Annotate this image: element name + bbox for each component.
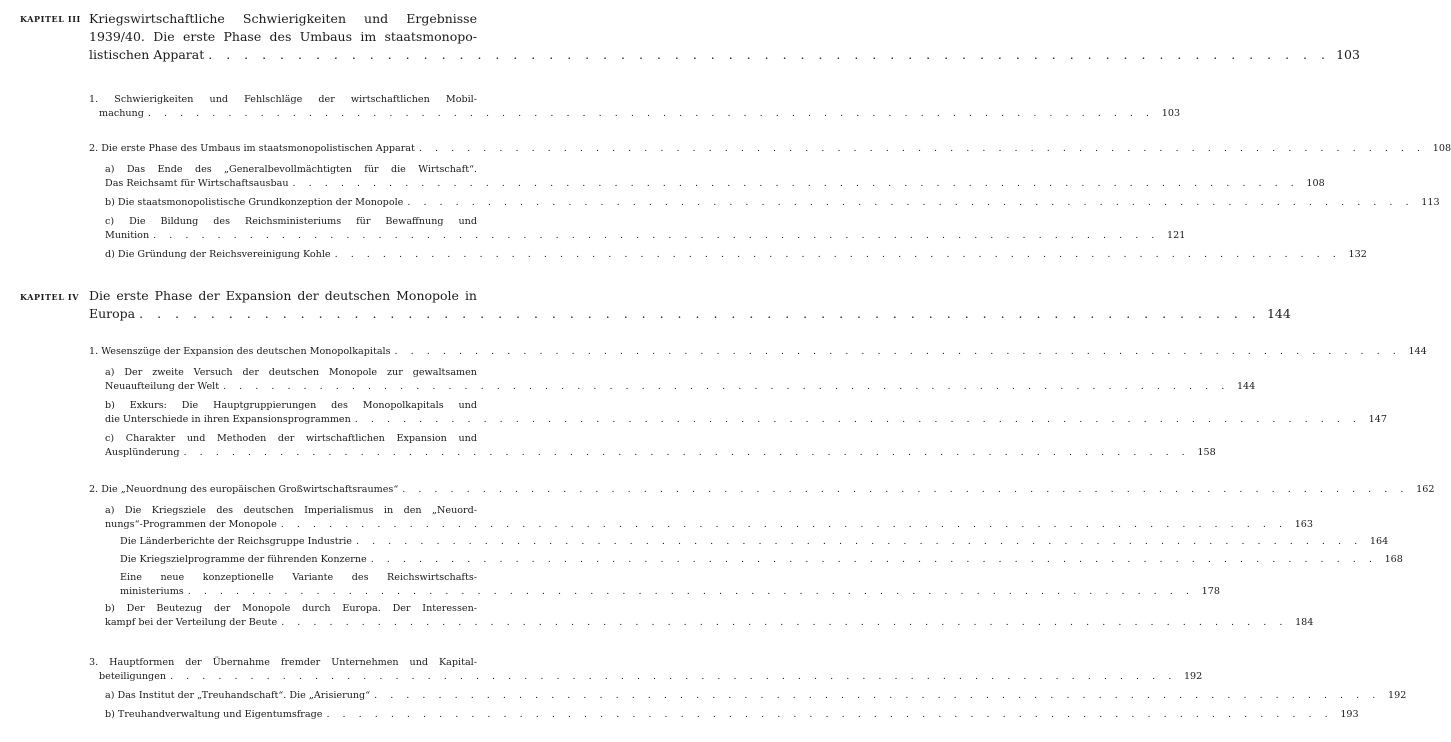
entry-text: Die Länderberichte der Reichsgruppe Industrie [120,536,352,547]
chapter-title-4-line1: Die erste Phase der Expansion der deutschen Monopole in [89,288,477,303]
entry-text: Ausplünderung [105,447,180,458]
entry-last-line [120,553,1403,567]
leader-dots: . . . . . . . . . . . . . . . . . . . . . . . . . . . . . . . . . . . . . . . . . . . . . . . . . . . . . . . . . . . . . . . [370,554,1377,565]
leader-dots: . . . . . . . . . . . . . . . . . . . . . . . . . . . . . . . . . . . . . . . . . . . . . . . . . . . . . . . . . . . . . . . [208,47,1330,62]
entry-last-line [105,196,1440,210]
chapter-title-3-text: listischen Apparat [89,47,205,62]
entry-last-line [120,585,1220,599]
entry-text: Eine neue konzeptionelle Variante des Reichswirtschafts- [120,572,477,583]
entry-last-line [89,670,1203,684]
page-number: 162 [1416,484,1435,495]
toc-entry-3-2d [105,248,1367,262]
page-number: 132 [1348,249,1367,260]
page-number: 147 [1368,414,1387,425]
entry-last-line [105,177,1325,191]
page-number: 178 [1201,586,1220,597]
toc-entry-3-2b [105,196,1440,210]
toc-entry-4-2 [89,483,1435,497]
entry-text: Das Reichsamt für Wirtschaftsausbau [105,178,289,189]
leader-dots: . . . . . . . . . . . . . . . . . . . . . . . . . . . . . . . . . . . . . . . . . . . . . . . . . . . . . . . . . . . . . . . [170,671,1177,682]
leader-dots: . . . . . . . . . . . . . . . . . . . . . . . . . . . . . . . . . . . . . . . . . . . . . . . . . . . . . . . . . . . . . . . [280,519,1287,530]
entry-last-line [105,518,1313,532]
page-number: 184 [1295,617,1314,628]
entry-text: 2. Die erste Phase des Umbaus im staatsmonopolistischen Apparat [89,143,415,154]
entry-last-line [89,483,1435,497]
page-number: 103 [1336,47,1360,62]
chapter-title-3-line3 [89,46,1360,64]
entry-last-line [105,708,1359,722]
entry-last-line [105,380,1256,394]
entry-text: a) Der zweite Versuch der deutschen Monopole zur gewaltsamen [105,367,477,378]
chapter-title-4-line2 [89,305,1291,323]
leader-dots: . . . . . . . . . . . . . . . . . . . . . . . . . . . . . . . . . . . . . . . . . . . . . . . . . . . . . . . . . . . . . . . [223,381,1230,392]
page-number: 164 [1369,536,1389,547]
page-number: 163 [1294,519,1313,530]
entry-text: Munition [105,230,150,241]
toc-entry-4-3a [105,689,1407,703]
entry-text: c) Die Bildung des Reichsministeriums für Bewaffnung und [105,216,477,227]
toc-entry-4-3 [89,656,1203,684]
entry-last-line [105,248,1367,262]
chapter-title-3 [89,10,1360,64]
toc-entry-4-1b [105,399,1387,427]
leader-dots: . . . . . . . . . . . . . . . . . . . . . . . . . . . . . . . . . . . . . . . . . . . . . . . . . . . . . . . . . . . . . . . [354,414,1361,425]
entry-text: Neuaufteilung der Welt [105,381,220,392]
entry-last-line [105,616,1314,630]
page-number: 121 [1167,230,1186,241]
leader-dots: . . . . . . . . . . . . . . . . . . . . . . . . . . . . . . . . . . . . . . . . . . . . . . . . . . . . . . . . . . . . . . . [281,617,1288,628]
chapter-label-3: KAPITEL III [20,14,81,24]
entry-text: 3. Hauptformen der Übernahme fremder Unternehmen und Kapital- [89,657,477,668]
toc-entry-3-2c [105,215,1186,243]
chapter-title-4-text: Europa [89,306,136,321]
entry-text: kampf bei der Verteilung der Beute [105,617,278,628]
chapter-label-4: KAPITEL IV [20,292,80,302]
leader-dots: . . . . . . . . . . . . . . . . . . . . . . . . . . . . . . . . . . . . . . . . . . . . . . . . . . . . . . . . . . . . . . . [402,484,1409,495]
entry-text: machung [99,108,144,119]
entry-last-line [105,446,1216,460]
toc-entry-4-2b [105,602,1314,630]
leader-dots: . . . . . . . . . . . . . . . . . . . . . . . . . . . . . . . . . . . . . . . . . . . . . . . . . . . . . . . . . . . . . . . [183,447,1190,458]
entry-text: c) Charakter und Methoden der wirtschaftlichen Expansion und [105,433,477,444]
entry-last-line [105,413,1387,427]
entry-last-line [105,229,1186,243]
leader-dots: . . . . . . . . . . . . . . . . . . . . . . . . . . . . . . . . . . . . . . . . . . . . . . . . . . . . . . . . . . . . . . . [407,197,1414,208]
entry-text: a) Das Institut der „Treuhandschaft“. Die „Arisierung“ [105,690,371,701]
leader-dots: . . . . . . . . . . . . . . . . . . . . . . . . . . . . . . . . . . . . . . . . . . . . . . . . . . . . . . . . . . . . . . . [418,143,1426,154]
toc-entry-4-1c [105,432,1216,460]
toc-entry-4-3b [105,708,1359,722]
entry-last-line [120,535,1389,549]
leader-dots: . . . . . . . . . . . . . . . . . . . . . . . . . . . . . . . . . . . . . . . . . . . . . . . . . . . . . . . . . . . . . . . [334,249,1341,260]
page-number: 193 [1340,709,1359,720]
toc-entry-4-2a-1 [120,535,1389,549]
page-number: 108 [1306,178,1325,189]
leader-dots: . . . . . . . . . . . . . . . . . . . . . . . . . . . . . . . . . . . . . . . . . . . . . . . . . . . . . . . . . . . . . . . [153,230,1160,241]
page-number: 108 [1432,143,1451,154]
leader-dots: . . . . . . . . . . . . . . . . . . . . . . . . . . . . . . . . . . . . . . . . . . . . . . . . . . . . . . . . . . . . . . . [355,536,1363,547]
chapter-title-3-line1: Kriegswirtschaftliche Schwierigkeiten und Ergebnisse [89,11,477,26]
page-number: 168 [1384,554,1403,565]
page-number: 144 [1266,306,1291,321]
page-number: 144 [1236,381,1256,392]
entry-last-line [89,345,1427,359]
chapter-title-3-line2: 1939/40. Die erste Phase des Umbaus im staatsmonopo- [89,29,477,44]
leader-dots: . . . . . . . . . . . . . . . . . . . . . . . . . . . . . . . . . . . . . . . . . . . . . . . . . . . . . . . . . . . . . . . [147,108,1155,119]
entry-text: b) Der Beutezug der Monopole durch Europa. Der Interessen- [105,603,477,614]
toc-entry-3-2 [89,142,1451,156]
leader-dots: . . . . . . . . . . . . . . . . . . . . . . . . . . . . . . . . . . . . . . . . . . . . . . . . . . . . . . . . . . . . . . . [374,690,1381,701]
entry-text: d) Die Gründung der Reichsvereinigung Kohle [105,249,331,260]
entry-text: 1. Wesenszüge der Expansion des deutschen Monopolkapitals [89,346,391,357]
entry-text: Die Kriegszielprogramme der führenden Konzerne [120,554,367,565]
leader-dots: . . . . . . . . . . . . . . . . . . . . . . . . . . . . . . . . . . . . . . . . . . . . . . . . . . . . . . . . . . . . . . . [187,586,1194,597]
leader-dots: . . . . . . . . . . . . . . . . . . . . . . . . . . . . . . . . . . . . . . . . . . . . . . . . . . . . . . . . . . . . . . . [326,709,1333,720]
entry-text: nungs“-Programmen der Monopole [105,519,277,530]
leader-dots: . . . . . . . . . . . . . . . . . . . . . . . . . . . . . . . . . . . . . . . . . . . . . . . . . . . . . . . . . . . . . . . [394,346,1401,357]
toc-entry-4-2a [105,504,1313,532]
page-number: 113 [1421,197,1440,208]
page-number: 192 [1388,690,1407,701]
entry-text: a) Das Ende des „Generalbevollmächtigten für die Wirtschaft“. [105,164,477,175]
page-number: 144 [1408,346,1427,357]
chapter-title-4 [89,287,1291,323]
leader-dots: . . . . . . . . . . . . . . . . . . . . . . . . . . . . . . . . . . . . . . . . . . . . . . . . . . . . . . . . . . . . . . . [139,306,1261,321]
entry-text: 1. Schwierigkeiten und Fehlschläge der wirtschaftlichen Mobil- [89,94,477,105]
entry-last-line [89,142,1451,156]
page-number: 192 [1183,671,1203,682]
entry-text: b) Die staatsmonopolistische Grundkonzeption der Monopole [105,197,404,208]
entry-text: a) Die Kriegsziele des deutschen Imperialismus in den „Neuord- [105,505,477,516]
toc-entry-4-1a [105,366,1256,394]
entry-text: beteiligungen [99,671,167,682]
page-number: 103 [1161,108,1181,119]
toc-entry-3-1 [89,93,1181,121]
toc-entry-3-2a [105,163,1325,191]
page-number: 158 [1197,447,1216,458]
toc-entry-4-2a-2 [120,553,1403,567]
entry-text: 2. Die „Neuordnung des europäischen Großwirtschaftsraumes“ [89,484,399,495]
entry-last-line [105,689,1407,703]
entry-text: die Unterschiede in ihren Expansionsprogrammen [105,414,351,425]
toc-entry-4-1 [89,345,1427,359]
leader-dots: . . . . . . . . . . . . . . . . . . . . . . . . . . . . . . . . . . . . . . . . . . . . . . . . . . . . . . . . . . . . . . . [292,178,1299,189]
entry-text: b) Exkurs: Die Hauptgruppierungen des Monopolkapitals und [105,400,477,411]
entry-text: b) Treuhandverwaltung und Eigentumsfrage [105,709,323,720]
entry-text: ministeriums [120,586,184,597]
toc-entry-4-2a-3 [120,571,1220,599]
entry-last-line [89,107,1181,121]
